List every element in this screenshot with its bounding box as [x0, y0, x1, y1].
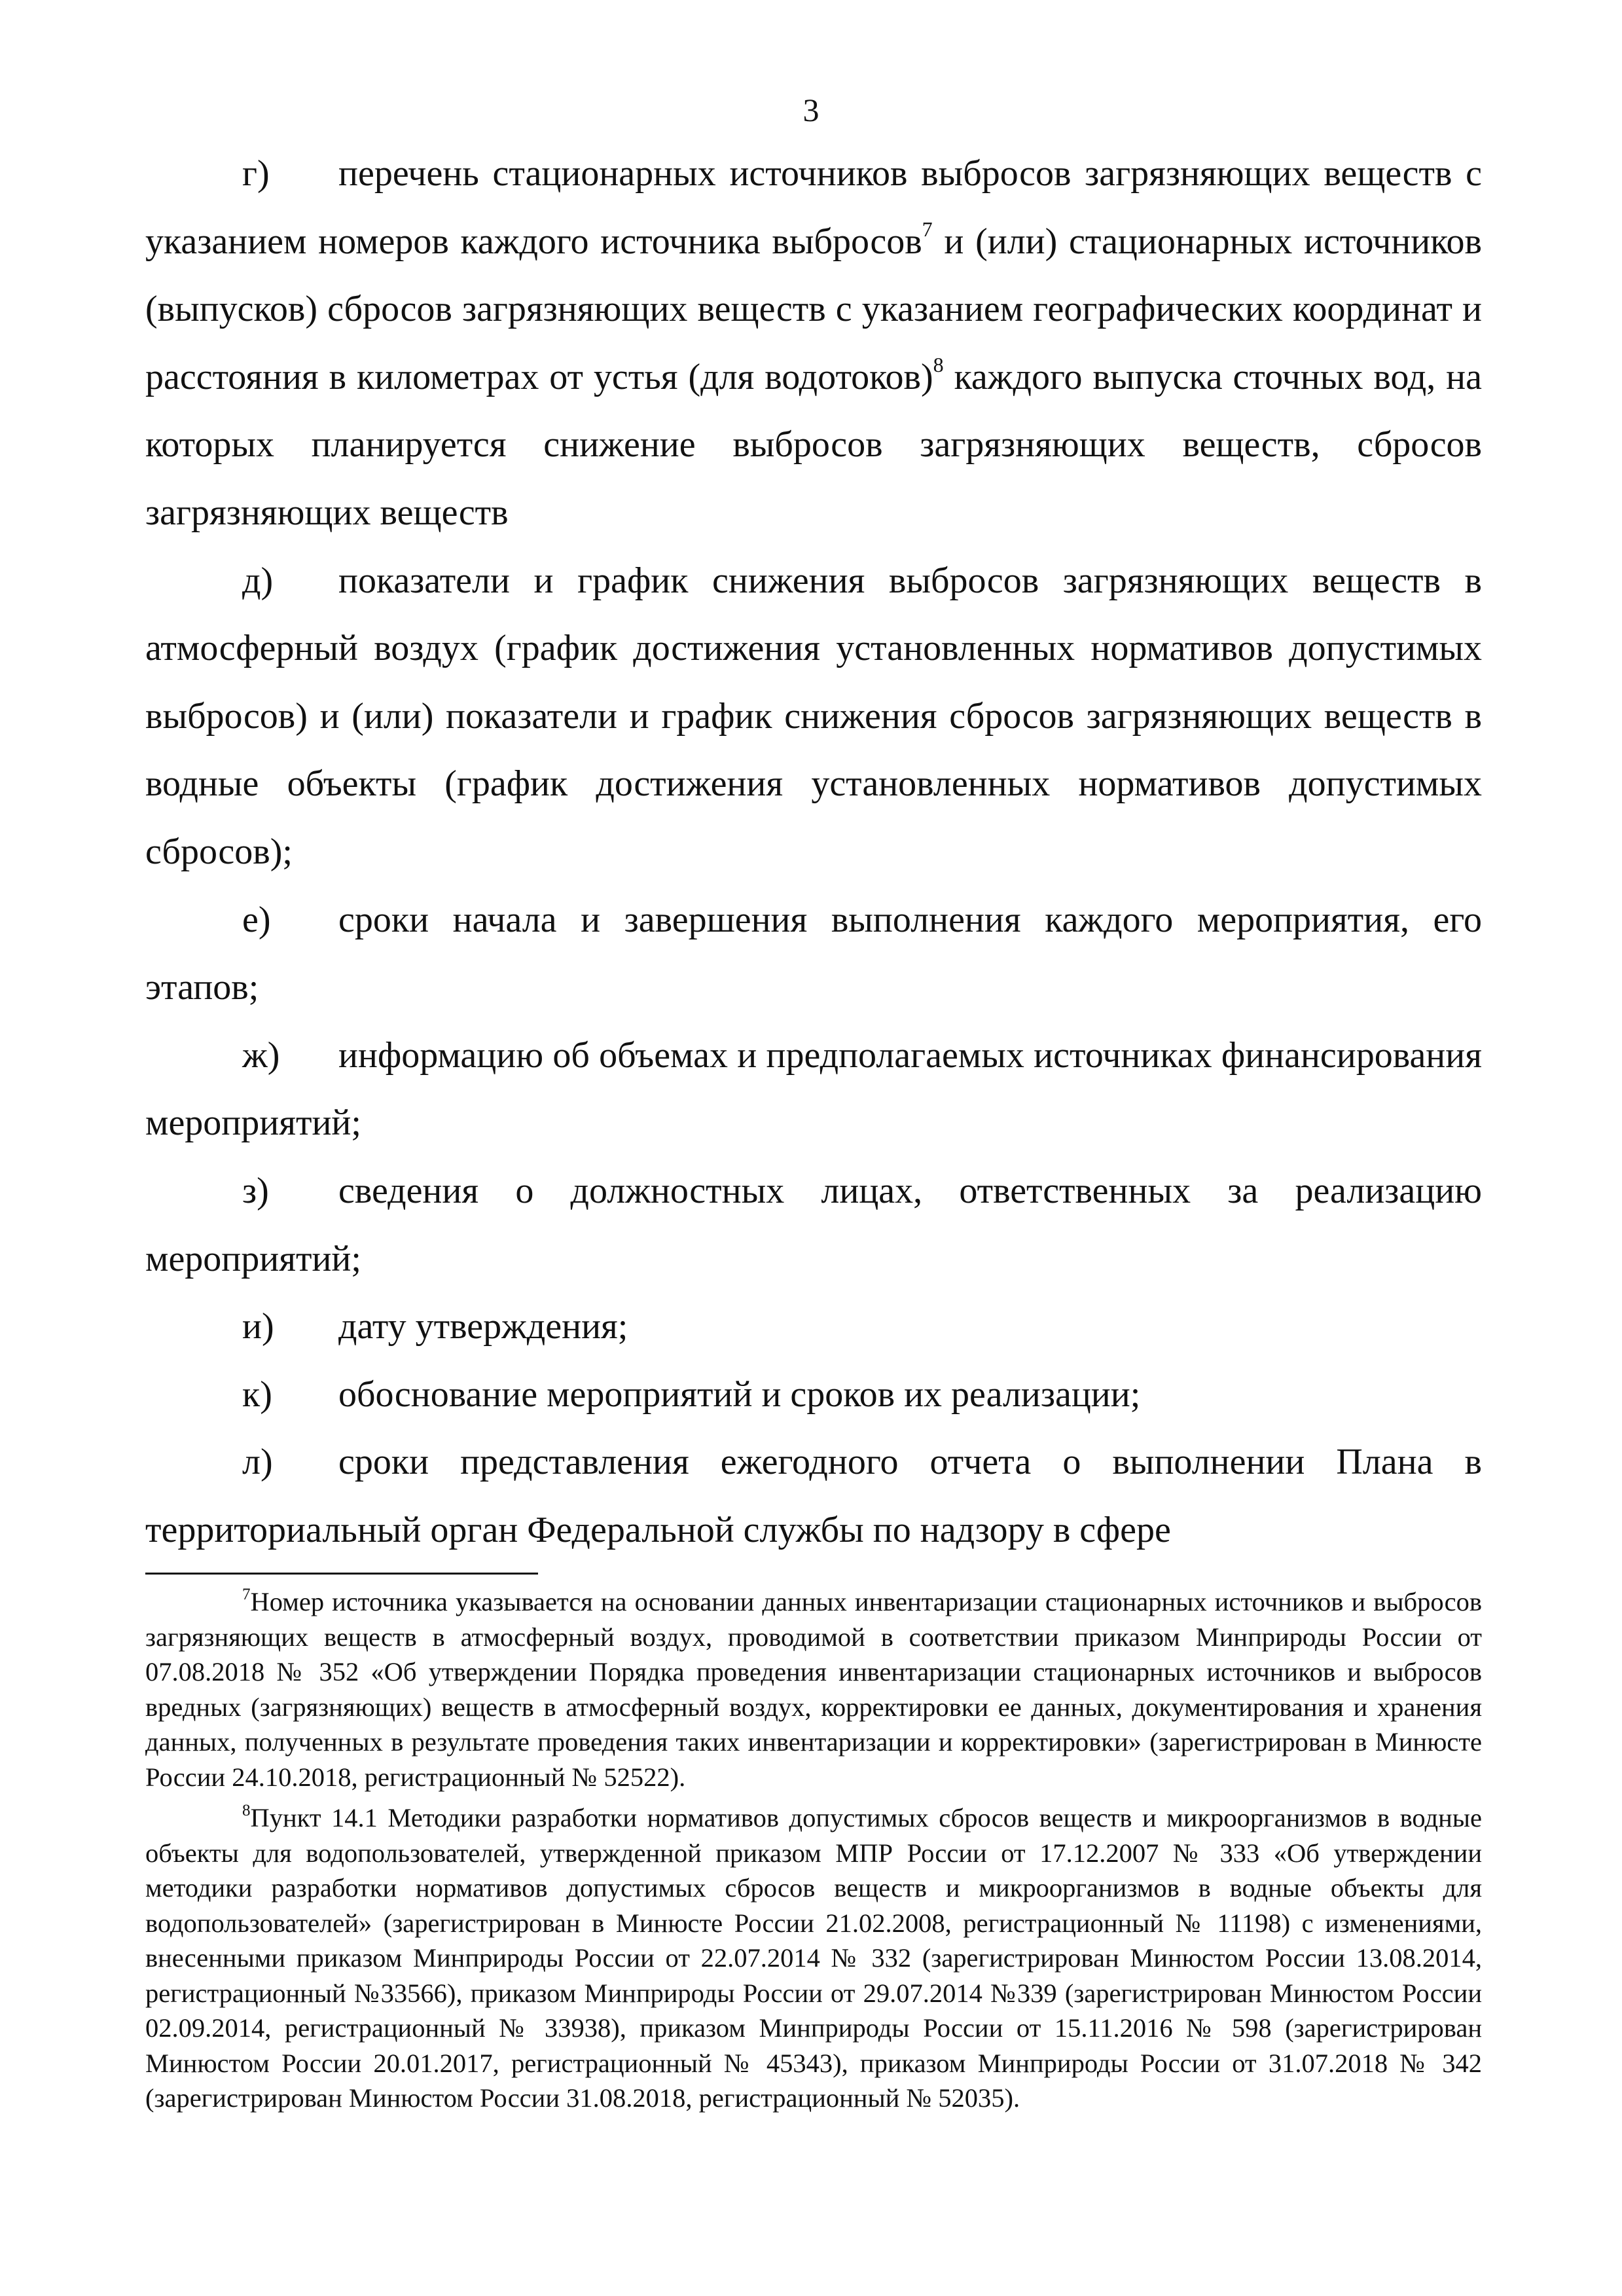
footnote-mark: 7	[242, 1586, 251, 1603]
list-item	[145, 1429, 1482, 1564]
list-item	[145, 547, 1482, 886]
item-letter: ж)	[242, 1034, 280, 1076]
item-letter: л)	[242, 1442, 273, 1483]
item-text: сроки начала и завершения выполнения каждого мероприятия, его этапов;	[145, 899, 1482, 1008]
item-text: сведения о должностных лицах, ответственных за реализацию мероприятий;	[145, 1170, 1482, 1279]
item-letter: и)	[242, 1306, 274, 1347]
list-item	[145, 886, 1482, 1022]
item-letter: г)	[242, 153, 270, 194]
item-text: и (или) стационарных источников (выпусков) сбросов загрязняющих веществ с указанием географических координат и расстояния в километрах от устья (для водотоков)	[145, 221, 1482, 397]
footnote-text: Пункт 14.1 Методики разработки нормативов допустимых сбросов веществ и микроорганизмов в водные объекты для водопользователей, утвержденной приказом МПР России от 17.12.2007 № 333 «Об утверждении методики разработки нормативов допустимых сбросов веществ и микроорганизмов в водные объекты для водопользователей» (зарегистрирован в Минюсте России 21.02.2008, регистрационный № 11198) с изменениями, внесенными приказом Минприроды России от 22.07.2014 № 332 (зарегистрирован Минюстом России 13.08.2014, регистрационный №33566), приказом Минприроды России от 29.07.2014 №339 (зарегистрирован Минюстом России 02.09.2014, регистрационный № 33938), приказом Минприроды России от 15.11.2016 № 598 (зарегистрирован Минюстом России 20.01.2017, регистрационный № 45343), приказом Минприроды России от 31.07.2018 № 342 (зарегистрирован Минюстом России 31.08.2018, регистрационный № 52035).	[145, 1803, 1482, 2113]
item-letter: к)	[242, 1374, 272, 1415]
item-text: обоснование мероприятий и сроков их реализации;	[338, 1374, 1141, 1415]
page-number: 3	[802, 92, 820, 128]
item-text: информацию об объемах и предполагаемых источниках финансирования мероприятий;	[145, 1034, 1482, 1144]
item-text: показатели и график снижения выбросов загрязняющих веществ в атмосферный воздух (график достижения установленных нормативов допустимых выбросов) и (или) показатели и график снижения сбросов загрязняющих веществ в водные объекты (график достижения установленных нормативов допустимых сбросов);	[145, 560, 1482, 872]
item-text: дату утверждения;	[338, 1306, 628, 1347]
list-item	[145, 1157, 1482, 1293]
list-item	[145, 1293, 1482, 1361]
item-letter: д)	[242, 560, 274, 601]
footnote-separator	[145, 1573, 538, 1575]
footnote-ref: 8	[933, 352, 944, 376]
list-item	[145, 140, 1482, 547]
footnote-text: Номер источника указывается на основании данных инвентаризации стационарных источников и выбросов загрязняющих веществ в атмосферный воздух, проводимой в соответствии приказом Минприроды России от 07.08.2018 № 352 «Об утверждении Порядка проведения инвентаризации стационарных источников и выбросов вредных (загрязняющих) веществ в атмосферный воздух, корректировки ее данных, документирования и хранения данных, полученных в результате проведения таких инвентаризации и корректировки» (зарегистрирован в Минюсте России 24.10.2018, регистрационный № 52522).	[145, 1587, 1482, 1792]
footnote	[145, 1800, 1482, 2116]
item-text: сроки представления ежегодного отчета о выполнении Плана в территориальный орган Федеральной службы по надзору в сфере	[145, 1442, 1482, 1550]
list-item	[145, 1022, 1482, 1157]
body-text	[145, 140, 1482, 1564]
item-text: перечень стационарных источников выбросов загрязняющих веществ с указанием номеров каждого источника выбросов	[145, 153, 1482, 262]
footnotes	[145, 1584, 1482, 2122]
item-letter: з)	[242, 1170, 269, 1211]
item-letter: е)	[242, 899, 271, 940]
footnote-mark: 8	[242, 1802, 251, 1819]
footnote-ref: 7	[922, 217, 933, 241]
footnote	[145, 1584, 1482, 1795]
item-text: каждого выпуска сточных вод, на которых планируется снижение выбросов загрязняющих веществ, сбросов загрязняющих веществ	[145, 356, 1483, 533]
list-item	[145, 1361, 1482, 1429]
